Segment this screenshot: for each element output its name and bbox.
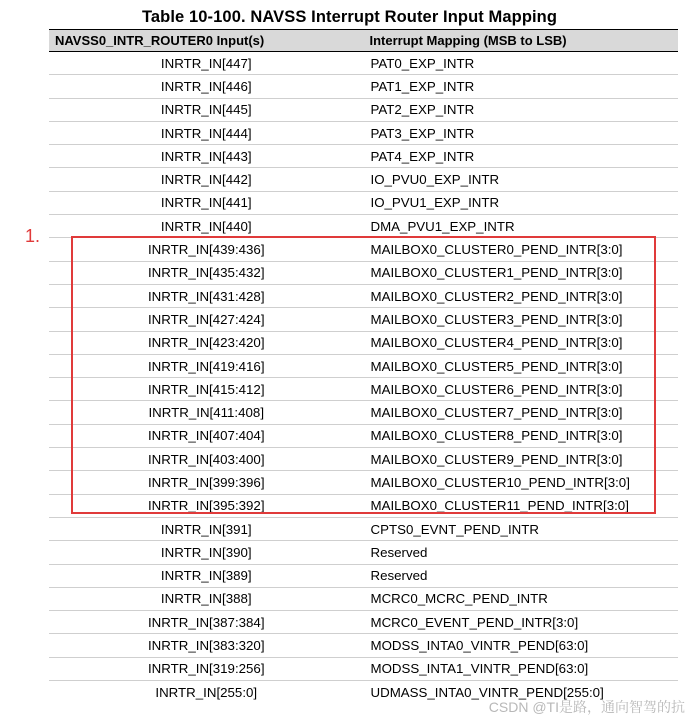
mapping-cell: MAILBOX0_CLUSTER11_PEND_INTR[3:0] [364,494,679,517]
input-cell: INRTR_IN[403:400] [49,448,364,471]
input-cell: INRTR_IN[411:408] [49,401,364,424]
header-row [49,30,678,52]
input-cell: INRTR_IN[407:404] [49,424,364,447]
input-cell: INRTR_IN[390] [49,541,364,564]
mapping-cell: MODSS_INTA0_VINTR_PEND[63:0] [364,634,679,657]
mapping-cell: PAT3_EXP_INTR [364,121,679,144]
mapping-cell: PAT0_EXP_INTR [364,52,679,75]
mapping-cell: UDMASS_INTA0_VINTR_PEND[255:0] [370,684,604,700]
mapping-cell: DMA_PVU1_EXP_INTR [364,215,679,238]
input-cell: INRTR_IN[444] [49,121,364,144]
input-cell: INRTR_IN[442] [49,168,364,191]
input-cell: INRTR_IN[387:384] [49,611,364,634]
table-row [49,564,678,587]
input-cell: INRTR_IN[415:412] [49,378,364,401]
table-title: Table 10-100. NAVSS Interrupt Router Input Mapping [141,8,558,26]
mapping-cell: MODSS_INTA1_VINTR_PEND[63:0] [364,657,679,680]
table-row [49,517,678,540]
mapping-cell: MAILBOX0_CLUSTER0_PEND_INTR[3:0] [364,238,679,261]
mapping-cell: MAILBOX0_CLUSTER2_PEND_INTR[3:0] [364,284,679,307]
table-row [49,75,678,98]
table-row [49,657,678,680]
mapping-cell: MCRC0_MCRC_PEND_INTR [364,587,679,610]
mapping-cell: IO_PVU1_EXP_INTR [364,191,679,214]
input-cell: INRTR_IN[441] [49,191,364,214]
mapping-cell: Reserved [364,564,679,587]
column-header-inputs: NAVSS0_INTR_ROUTER0 Input(s) [49,30,364,52]
table-row [49,191,678,214]
input-cell: INRTR_IN[445] [49,98,364,121]
mapping-cell: MCRC0_EVENT_PEND_INTR[3:0] [364,611,679,634]
table-row [49,98,678,121]
mapping-cell: PAT4_EXP_INTR [364,145,679,168]
watermark: CSDN @TI是路，通向智驾的抗 [488,699,685,715]
mapping-cell: PAT2_EXP_INTR [364,98,679,121]
table-row [49,145,678,168]
mapping-cell: Reserved [364,541,679,564]
input-cell: INRTR_IN[255:0] [155,684,258,700]
input-cell: INRTR_IN[391] [49,517,364,540]
input-cell: INRTR_IN[389] [49,564,364,587]
table-row [49,611,678,634]
column-header-mapping: Interrupt Mapping (MSB to LSB) [364,30,679,52]
input-cell: INRTR_IN[419:416] [49,354,364,377]
table-row [49,634,678,657]
input-cell: INRTR_IN[446] [49,75,364,98]
mapping-cell: MAILBOX0_CLUSTER5_PEND_INTR[3:0] [364,354,679,377]
input-cell: INRTR_IN[383:320] [49,634,364,657]
mapping-cell: MAILBOX0_CLUSTER7_PEND_INTR[3:0] [364,401,679,424]
input-cell: INRTR_IN[435:432] [49,261,364,284]
input-cell: INRTR_IN[388] [49,587,364,610]
table-row [49,541,678,564]
mapping-cell: PAT1_EXP_INTR [364,75,679,98]
highlight-box [71,236,656,514]
table-row [49,215,678,238]
table-row [49,587,678,610]
mapping-cell: MAILBOX0_CLUSTER10_PEND_INTR[3:0] [364,471,679,494]
input-cell: INRTR_IN[439:436] [49,238,364,261]
mapping-cell: MAILBOX0_CLUSTER6_PEND_INTR[3:0] [364,378,679,401]
input-cell: INRTR_IN[427:424] [49,308,364,331]
input-cell: INRTR_IN[447] [49,52,364,75]
mapping-cell: IO_PVU0_EXP_INTR [364,168,679,191]
mapping-cell: MAILBOX0_CLUSTER9_PEND_INTR[3:0] [364,448,679,471]
table-row [49,121,678,144]
input-cell: INRTR_IN[440] [49,215,364,238]
table-row [49,168,678,191]
mapping-cell: MAILBOX0_CLUSTER8_PEND_INTR[3:0] [364,424,679,447]
input-cell: INRTR_IN[423:420] [49,331,364,354]
input-cell: INRTR_IN[399:396] [49,471,364,494]
mapping-cell: MAILBOX0_CLUSTER4_PEND_INTR[3:0] [364,331,679,354]
annotation-label: 1. [25,226,41,246]
table-row [49,52,678,75]
input-cell: INRTR_IN[431:428] [49,284,364,307]
input-cell: INRTR_IN[319:256] [49,657,364,680]
input-cell: INRTR_IN[443] [49,145,364,168]
input-cell: INRTR_IN[395:392] [49,494,364,517]
mapping-cell: CPTS0_EVNT_PEND_INTR [364,517,679,540]
mapping-cell: MAILBOX0_CLUSTER3_PEND_INTR[3:0] [364,308,679,331]
mapping-cell: MAILBOX0_CLUSTER1_PEND_INTR[3:0] [364,261,679,284]
